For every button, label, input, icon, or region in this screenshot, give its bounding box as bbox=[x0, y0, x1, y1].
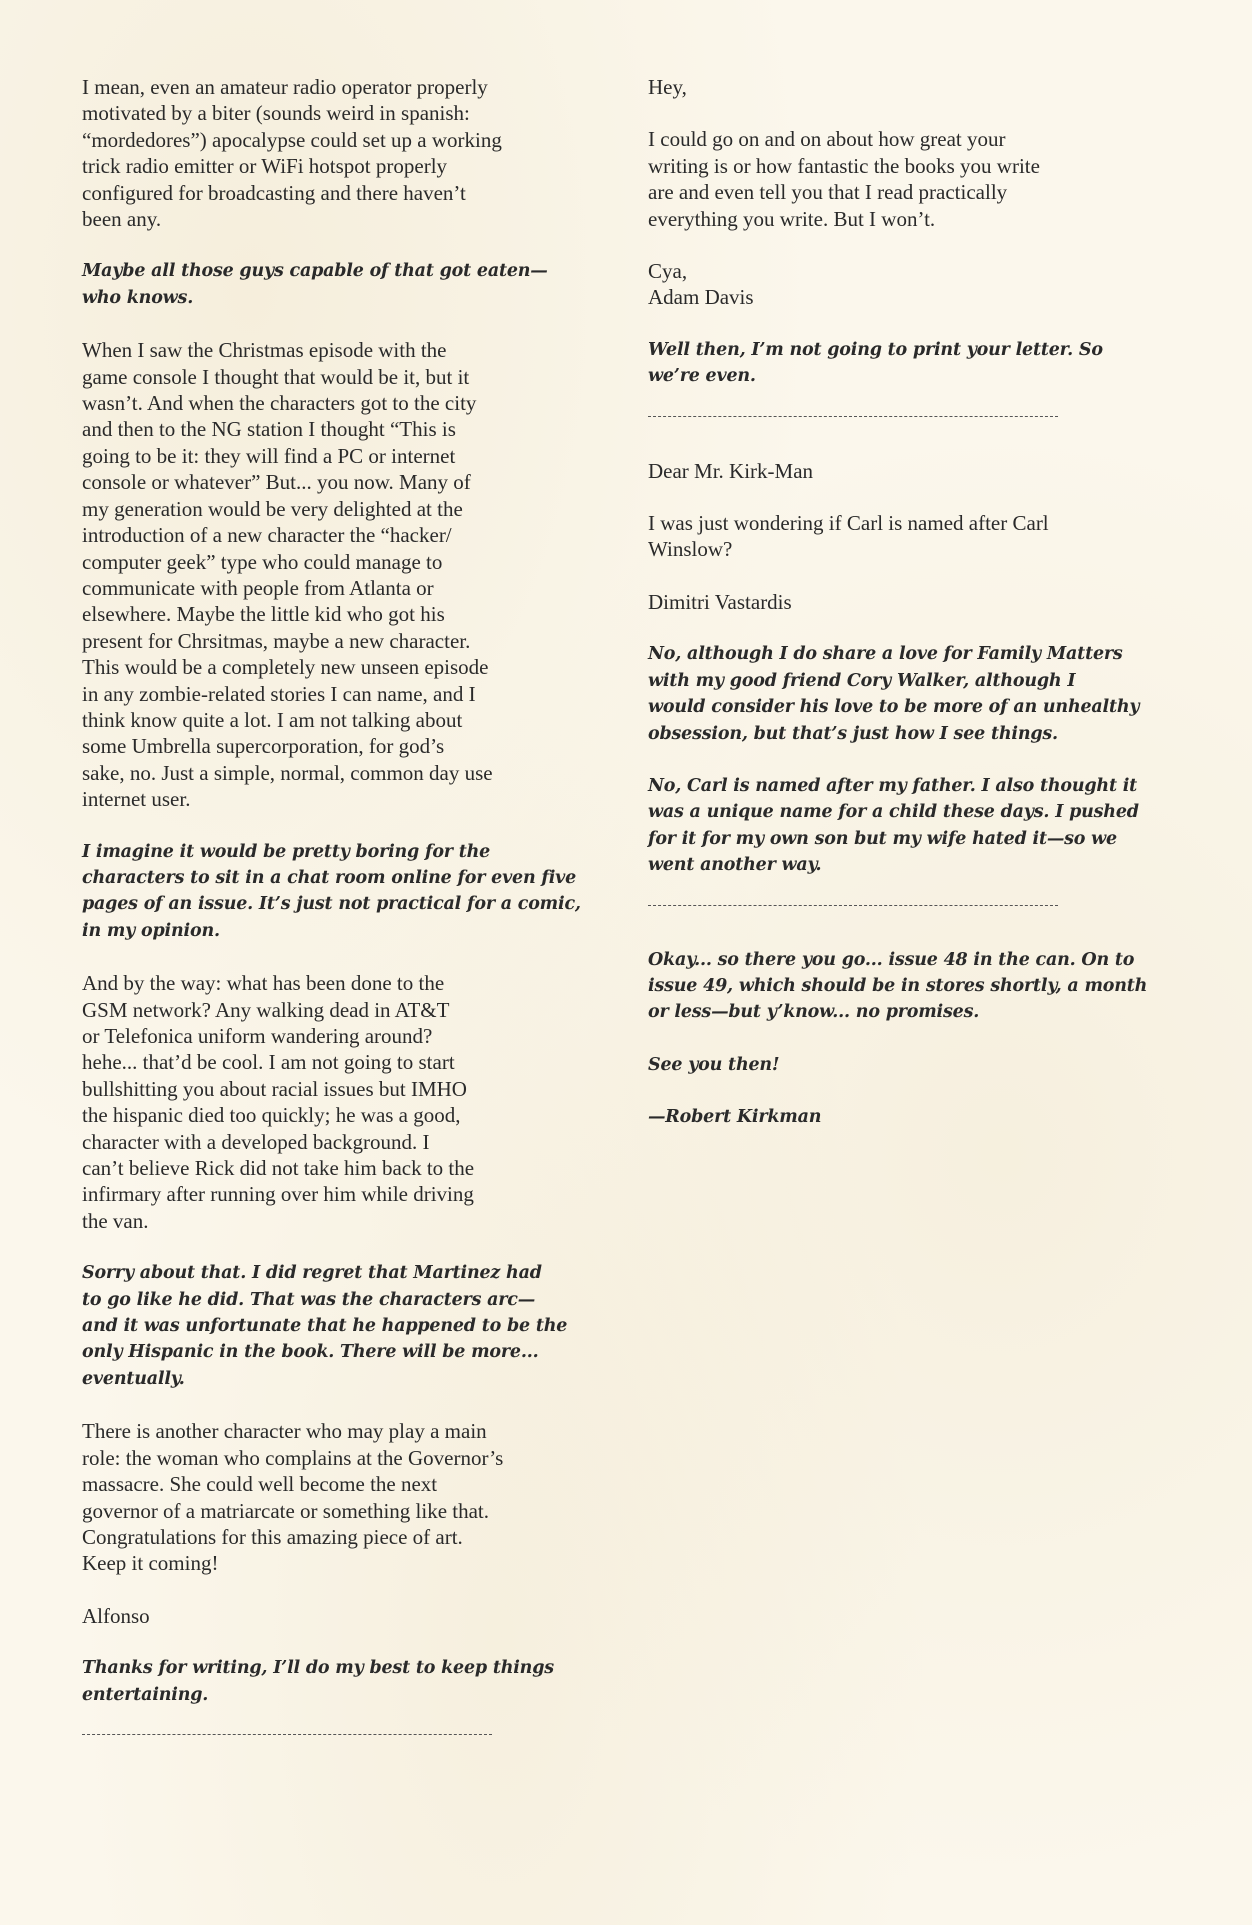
editor-reply: Sorry about that. I did regret that Martinez had to go like he did. That was the characters arc— and it was unfortunate that he happened to be the only Hispanic in the book. There will be more... eventually. bbox=[82, 1263, 568, 1389]
letter-signature: Dimitri Vastardis bbox=[648, 589, 792, 614]
editor-closing: Okay... so there you go... issue 48 in the can. On to issue 49, which should be in stores shortly, a month or less—but y’know... no promises. bbox=[648, 949, 1148, 1023]
letter-paragraph: I was just wondering if Carl is named after Carl Winslow? bbox=[648, 511, 1049, 562]
letter-greeting: Dear Mr. Kirk-Man bbox=[648, 458, 814, 483]
editor-reply: No, Carl is named after my father. I also thought it was a unique name for a child these days. I pushed for it for my own son but my wife hated it—so we went another way. bbox=[648, 775, 1139, 876]
letter-signature: Alfonso bbox=[82, 1603, 150, 1628]
section-divider bbox=[648, 905, 1058, 907]
editor-signature: —Robert Kirkman bbox=[648, 1107, 822, 1128]
editor-closing: See you then! bbox=[648, 1054, 780, 1075]
letter-paragraph: There is another character who may play a main role: the woman who complains at the Governor’s massacre. She could well become the next governor of a matriarcate or something like that. Congratulations for this amazing piece of art. Keep it coming! bbox=[82, 1419, 504, 1576]
section-divider bbox=[648, 416, 1058, 418]
letter-signature: Cya, Adam Davis bbox=[648, 259, 754, 310]
editor-reply: I imagine it would be pretty boring for the characters to sit in a chat room online for even five pages of an issue. It’s just not practical for a comic, in my opinion. bbox=[82, 841, 581, 941]
editor-reply: Thanks for writing, I’ll do my best to keep things entertaining. bbox=[82, 1658, 554, 1705]
editor-reply: Well then, I’m not going to print your letter. So we’re even. bbox=[648, 339, 1103, 387]
left-column bbox=[82, 74, 607, 1776]
editor-reply: No, although I do share a love for Family Matters with my good friend Cory Walker, although I would consider his love to be more of an unhealthy obsession, but that’s just how I see things. bbox=[648, 644, 1140, 744]
letter-paragraph: I could go on and on about how great your writing is or how fantastic the books you write are and even tell you that I read practically everything you write. But I won’t. bbox=[648, 127, 1040, 231]
section-divider bbox=[82, 1734, 492, 1736]
letter-paragraph: When I saw the Christmas episode with the game console I thought that would be it, but it wasn’t. And when the characters got to the city and then to the NG station I thought “This is going to be it: they will find a PC or internet console or whatever” But... you now. Many of my generation would be very delighted at the introduction of a new character the “hacker/ computer geek” type who could manage to communicate with people from Atlanta or elsewhere. Maybe the little kid who got his present for Chrsitmas, maybe a new character. This would be a completely new unseen episode in any zombie-related stories I can name, and I think know quite a lot. I am not talking about some Umbrella supercorporation, for god’s sake, no. Just a simple, normal, common day use internet user. bbox=[82, 338, 493, 812]
letter-greeting: Hey, bbox=[648, 75, 687, 99]
letter-paragraph: And by the way: what has been done to the GSM network? Any walking dead in AT&T or Telefonica uniform wandering around? hehe... that’d be cool. I am not going to start bullshitting you about racial issues but IMHO the hispanic died too quickly; he was a good, character with a developed background. I can’t believe Rick did not take him back to the infirmary after running over him while driving the van. bbox=[82, 971, 475, 1233]
right-column bbox=[648, 74, 1168, 1157]
letter-paragraph: I mean, even an amateur radio operator properly motivated by a biter (sounds weird in spanish: “mordedores”) apocalypse could set up a working trick radio emitter or WiFi hotspot properly configured for broadcasting and there haven’t been any. bbox=[82, 75, 502, 232]
editor-reply: Maybe all those guys capable of that got eaten— who knows. bbox=[82, 261, 548, 308]
